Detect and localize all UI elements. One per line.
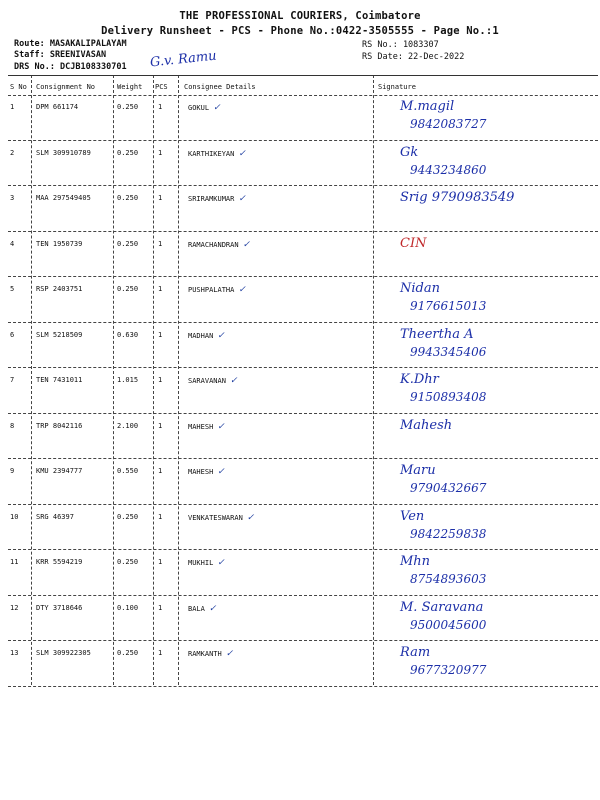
signature-field bbox=[380, 232, 600, 277]
table-row bbox=[8, 641, 598, 686]
row-pcs bbox=[158, 149, 162, 157]
signature-phone: 9500045600 bbox=[410, 617, 487, 632]
check-mark-icon: ✓ bbox=[217, 421, 225, 432]
row-consignment-no-text: SRG 46397 bbox=[36, 512, 74, 521]
row-consignee bbox=[188, 604, 216, 614]
row-pcs bbox=[158, 513, 162, 521]
row-weight bbox=[117, 558, 138, 566]
signature-field bbox=[380, 323, 600, 368]
signature-name: CIN bbox=[400, 235, 427, 251]
signature-field bbox=[380, 95, 600, 140]
row-weight bbox=[117, 331, 138, 339]
row-pcs bbox=[158, 422, 162, 430]
staff-label: Staff: SREENIVASAN bbox=[14, 50, 107, 60]
signature-name: Gk bbox=[400, 144, 419, 160]
table-row bbox=[8, 459, 598, 504]
row-weight-text: 0.630 bbox=[117, 330, 139, 339]
signature-field bbox=[380, 141, 600, 186]
row-consignment-no bbox=[36, 331, 82, 339]
signature-field bbox=[380, 277, 600, 322]
row-consignment-no bbox=[36, 285, 82, 293]
row-weight-text: 0.250 bbox=[117, 194, 139, 202]
signature-name: Nidan bbox=[400, 281, 440, 296]
table-row bbox=[8, 95, 598, 140]
signature-name: Ram bbox=[400, 645, 431, 660]
row-consignee-text: MADHAN bbox=[188, 331, 214, 340]
row-pcs-text: 1 bbox=[158, 603, 163, 612]
signature-name: Theertha A bbox=[400, 326, 474, 342]
row-consignment-no-text: SLM 309910789 bbox=[36, 148, 91, 157]
signature-field bbox=[380, 414, 600, 459]
col-sno: S No bbox=[10, 83, 27, 91]
row-pcs-text: 1 bbox=[158, 512, 163, 521]
row-weight-text: 1.015 bbox=[117, 376, 139, 384]
table-row bbox=[8, 596, 598, 641]
row-sno bbox=[10, 467, 14, 475]
row-consignment-no-text: TEN 7431011 bbox=[36, 376, 83, 384]
row-consignment-no-text: DPM 661174 bbox=[36, 103, 79, 111]
row-sno-text: 11 bbox=[10, 558, 19, 566]
row-consignee bbox=[188, 103, 221, 113]
signature-field bbox=[380, 459, 600, 504]
signature-field bbox=[380, 368, 600, 413]
row-sno-text: 3 bbox=[10, 194, 15, 202]
row-pcs bbox=[158, 467, 162, 475]
row-weight-text: 0.250 bbox=[117, 558, 139, 566]
rs-number: RS No.: 1083307 bbox=[362, 40, 439, 50]
row-consignee-text: SARAVANAN bbox=[188, 377, 226, 385]
signature-field bbox=[380, 550, 600, 595]
row-pcs-text: 1 bbox=[158, 558, 163, 566]
check-mark-icon: ✓ bbox=[242, 239, 251, 250]
row-weight bbox=[117, 604, 138, 612]
row-consignee-text: KARTHIKEYAN bbox=[188, 149, 235, 158]
row-pcs bbox=[158, 649, 162, 657]
row-weight-text: 2.100 bbox=[117, 421, 139, 430]
row-sno bbox=[10, 149, 14, 157]
row-consignment-no-text: SLM 5218509 bbox=[36, 330, 83, 339]
table-row bbox=[8, 550, 598, 595]
row-pcs bbox=[158, 331, 162, 339]
row-consignee bbox=[188, 149, 246, 159]
signature-name: M. Saravana bbox=[400, 599, 484, 615]
table-row bbox=[8, 186, 598, 231]
row-pcs bbox=[158, 558, 162, 566]
row-sno-text: 2 bbox=[10, 148, 15, 157]
staff-signature: G.v. Ramu bbox=[149, 48, 218, 71]
signature-phone: 8754893603 bbox=[410, 572, 487, 586]
table-row bbox=[8, 232, 598, 277]
row-consignment-no bbox=[36, 194, 91, 202]
row-sno bbox=[10, 285, 14, 293]
row-weight bbox=[117, 240, 138, 248]
row-consignee-text: SRIRAMKUMAR bbox=[188, 195, 235, 203]
row-sno bbox=[10, 558, 18, 566]
check-mark-icon: ✓ bbox=[229, 376, 238, 386]
row-consignee-text: VENKATESWARAN bbox=[188, 513, 243, 522]
row-consignment-no-text: MAA 297549405 bbox=[36, 194, 91, 202]
signature-phone: 9150893408 bbox=[410, 390, 487, 404]
row-consignee-text: MAHESH bbox=[188, 468, 214, 476]
row-pcs-text: 1 bbox=[158, 285, 163, 293]
row-sno-text: 13 bbox=[10, 649, 19, 657]
row-pcs-text: 1 bbox=[158, 330, 163, 339]
row-weight-text: 0.250 bbox=[117, 649, 139, 657]
signature-phone: 9443234860 bbox=[410, 162, 487, 177]
row-weight bbox=[117, 513, 138, 521]
row-sno-text: 5 bbox=[10, 285, 15, 293]
row-consignee-text: RAMKANTH bbox=[188, 650, 222, 658]
row-consignee bbox=[188, 467, 225, 477]
row-consignee bbox=[188, 376, 237, 386]
route-label: Route: MASAKALIPALAYAM bbox=[14, 39, 127, 49]
runsheet-table bbox=[8, 75, 598, 685]
signature-field bbox=[380, 596, 600, 641]
drs-number: DRS No.: DCJB108330701 bbox=[14, 62, 127, 72]
signature-field bbox=[380, 641, 600, 686]
row-consignee bbox=[188, 285, 246, 295]
row-consignment-no bbox=[36, 240, 82, 248]
table-row bbox=[8, 368, 598, 413]
row-weight-text: 0.250 bbox=[117, 103, 139, 111]
check-mark-icon: ✓ bbox=[217, 467, 225, 477]
runsheet-subtitle: Delivery Runsheet - PCS - Phone No.:0422-3505555 - Page No.:1 bbox=[101, 25, 499, 37]
row-consignee-text: BALA bbox=[188, 604, 205, 613]
row-consignee bbox=[188, 649, 233, 659]
row-consignee-text: RAMACHANDRAN bbox=[188, 240, 239, 249]
check-mark-icon: ✓ bbox=[225, 649, 234, 659]
signature-phone: 9842083727 bbox=[410, 117, 487, 131]
row-consignment-no bbox=[36, 558, 82, 566]
row-weight bbox=[117, 194, 138, 202]
row-pcs bbox=[158, 376, 162, 384]
row-consignment-no bbox=[36, 604, 82, 612]
row-sno-text: 9 bbox=[10, 467, 15, 475]
company-title: THE PROFESSIONAL COURIERS, Coimbatore bbox=[179, 10, 421, 22]
row-consignee bbox=[188, 422, 225, 432]
check-mark-icon: ✓ bbox=[213, 103, 221, 113]
row-consignee-text: MUKHIL bbox=[188, 559, 214, 567]
row-pcs bbox=[158, 285, 162, 293]
signature-name: Ven bbox=[400, 508, 425, 524]
row-consignment-no-text: TEN 1950739 bbox=[36, 239, 83, 248]
row-consignee bbox=[188, 240, 250, 250]
row-consignee bbox=[188, 194, 246, 204]
row-weight bbox=[117, 649, 138, 657]
signature-phone: 9790432667 bbox=[410, 481, 487, 495]
signature-name: Maru bbox=[400, 463, 436, 478]
check-mark-icon: ✓ bbox=[208, 603, 217, 614]
col-signature: Signature bbox=[378, 83, 416, 91]
row-sno-text: 12 bbox=[10, 603, 19, 612]
row-sno-text: 7 bbox=[10, 376, 15, 384]
row-sno-text: 8 bbox=[10, 421, 15, 430]
row-consignee-text: GOKUL bbox=[188, 104, 210, 112]
table-row bbox=[8, 414, 598, 459]
row-consignment-no bbox=[36, 649, 91, 657]
row-sno bbox=[10, 103, 14, 111]
signature-name: K.Dhr bbox=[400, 372, 439, 387]
row-consignment-no bbox=[36, 149, 91, 157]
row-divider bbox=[8, 686, 598, 687]
row-consignee-text: PUSHPALATHA bbox=[188, 286, 235, 294]
row-sno-text: 1 bbox=[10, 103, 15, 111]
row-consignee-text: MAHESH bbox=[188, 422, 214, 431]
check-mark-icon: ✓ bbox=[217, 330, 225, 341]
row-consignment-no-text: KRR 5594219 bbox=[36, 558, 83, 566]
row-weight bbox=[117, 285, 138, 293]
row-consignment-no-text: TRP 8042116 bbox=[36, 421, 83, 430]
signature-phone: 9677320977 bbox=[410, 663, 487, 677]
col-weight: Weight bbox=[117, 83, 143, 91]
row-sno bbox=[10, 194, 14, 202]
row-weight-text: 0.550 bbox=[117, 467, 139, 475]
row-consignment-no bbox=[36, 467, 82, 475]
row-pcs-text: 1 bbox=[158, 421, 163, 430]
check-mark-icon: ✓ bbox=[217, 558, 225, 568]
col-consignee: Consignee Details bbox=[184, 83, 256, 91]
signature-field bbox=[380, 186, 600, 231]
row-sno bbox=[10, 513, 18, 521]
row-sno bbox=[10, 331, 14, 339]
table-row bbox=[8, 141, 598, 186]
row-weight-text: 0.250 bbox=[117, 512, 139, 521]
row-consignment-no bbox=[36, 513, 74, 521]
row-consignment-no bbox=[36, 103, 78, 111]
row-weight bbox=[117, 422, 138, 430]
signature-name: Mhn bbox=[400, 554, 431, 569]
table-row bbox=[8, 323, 598, 368]
signature-phone: 9842259838 bbox=[410, 526, 487, 541]
row-sno bbox=[10, 422, 14, 430]
row-sno-text: 6 bbox=[10, 330, 15, 339]
row-pcs bbox=[158, 240, 162, 248]
row-weight-text: 0.250 bbox=[117, 148, 139, 157]
check-mark-icon: ✓ bbox=[238, 194, 246, 204]
row-consignment-no-text: DTY 3718646 bbox=[36, 603, 83, 612]
col-consignment: Consignment No bbox=[36, 83, 96, 91]
signature-name: M.magil bbox=[400, 99, 455, 114]
row-consignee bbox=[188, 513, 254, 523]
row-pcs-text: 1 bbox=[158, 194, 163, 202]
row-weight bbox=[117, 103, 138, 111]
row-sno bbox=[10, 376, 14, 384]
signature-name: Mahesh bbox=[400, 417, 453, 433]
row-pcs bbox=[158, 103, 162, 111]
check-mark-icon: ✓ bbox=[246, 512, 255, 523]
signature-phone: 9176615013 bbox=[410, 299, 487, 313]
row-pcs-text: 1 bbox=[158, 148, 163, 157]
row-pcs-text: 1 bbox=[158, 649, 163, 657]
row-weight bbox=[117, 149, 138, 157]
row-sno-text: 4 bbox=[10, 239, 15, 248]
row-consignee bbox=[188, 558, 225, 568]
row-sno bbox=[10, 240, 14, 248]
signature-field bbox=[380, 505, 600, 550]
row-weight-text: 0.250 bbox=[117, 285, 139, 293]
signature-name: Srig 9790983549 bbox=[400, 190, 515, 205]
row-pcs-text: 1 bbox=[158, 376, 163, 384]
row-sno bbox=[10, 604, 18, 612]
row-weight bbox=[117, 376, 138, 384]
row-consignment-no-text: RSP 2403751 bbox=[36, 285, 83, 293]
row-weight bbox=[117, 467, 138, 475]
table-row bbox=[8, 277, 598, 322]
signature-phone: 9943345406 bbox=[410, 344, 487, 359]
row-consignment-no bbox=[36, 422, 82, 430]
row-sno bbox=[10, 649, 18, 657]
row-pcs bbox=[158, 194, 162, 202]
row-weight-text: 0.250 bbox=[117, 239, 139, 248]
row-pcs bbox=[158, 604, 162, 612]
check-mark-icon: ✓ bbox=[238, 148, 246, 159]
table-row bbox=[8, 505, 598, 550]
rs-date: RS Date: 22-Dec-2022 bbox=[362, 52, 465, 62]
check-mark-icon: ✓ bbox=[238, 285, 246, 295]
row-weight-text: 0.100 bbox=[117, 603, 139, 612]
row-consignment-no bbox=[36, 376, 82, 384]
row-pcs-text: 1 bbox=[158, 467, 163, 475]
row-pcs-text: 1 bbox=[158, 103, 163, 111]
row-pcs-text: 1 bbox=[158, 239, 163, 248]
row-consignee bbox=[188, 331, 225, 341]
row-sno-text: 10 bbox=[10, 512, 19, 521]
col-pcs: PCS bbox=[155, 83, 168, 91]
row-consignment-no-text: KMU 2394777 bbox=[36, 467, 83, 475]
row-consignment-no-text: SLM 309922305 bbox=[36, 649, 91, 657]
